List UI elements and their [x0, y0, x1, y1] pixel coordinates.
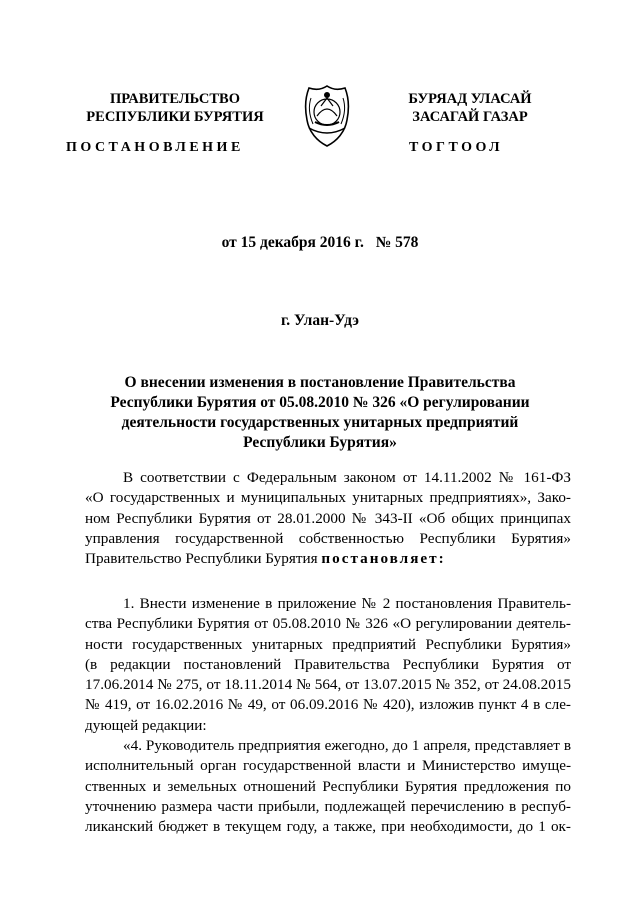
preamble-paragraph [85, 468, 571, 569]
body-line: «О государственных и муниципальных унитарных предприятиях», Зако- [85, 489, 571, 507]
body-line: № 419, от 16.02.2016 № 49, от 06.09.2016 № 420), изложив пункт 4 в сле- [85, 696, 571, 714]
body-line: «4. Руководитель предприятия ежегодно, до 1 апреля, представляет в [123, 737, 571, 755]
city: г. Улан-Удэ [280, 312, 359, 329]
issuer-buryat [360, 90, 580, 126]
issuer-russian [65, 90, 285, 126]
body-line: ства Республики Бурятия от 05.08.2010 № 326 «О регулировании деятель- [85, 615, 571, 633]
body-line: ликанский бюджет в текущем году, а также, при необходимости, до 1 ок- [85, 818, 571, 836]
title-line: деятельности государственных унитарных предприятий [121, 414, 519, 431]
title-line: Республики Бурятия от 05.08.2010 № 326 «О регулировании [110, 394, 530, 411]
body-line: управления государственной собственностью Республики Бурятия» [85, 529, 571, 547]
body-line: ности государственных унитарных предприятий Республики Бурятия» [85, 635, 571, 653]
body-line: исполнительный орган государственной власти и Министерство имуще- [85, 757, 571, 775]
issuer-buryat-line-2: ЗАСАГАЙ ГАЗАР [412, 109, 528, 125]
issuer-russian-line-1: ПРАВИТЕЛЬСТВО [110, 91, 240, 107]
resolves-word: постановляет: [321, 550, 446, 568]
issuer-buryat-line-1: БУРЯАД УЛАСАЙ [408, 91, 532, 107]
document-kind-buryat: ТОГТООЛ [409, 140, 504, 155]
coat-of-arms-emblem [301, 84, 353, 148]
document-title [100, 373, 540, 453]
date-and-number [0, 234, 640, 252]
document-date: от 15 декабря 2016 г. [221, 234, 364, 251]
document-number: № 578 [375, 234, 419, 251]
body-line: ственных и земельных отношений Республики Бурятия предложения по [85, 777, 571, 795]
body-line: ном Республики Бурятия от 28.01.2000 № 343-II «Об общих принципах [85, 509, 571, 527]
resolution-prefix: Правительство Республики Бурятия [85, 550, 318, 568]
issuer-russian-line-2: РЕСПУБЛИКИ БУРЯТИЯ [86, 109, 264, 125]
title-line: О внесении изменения в постановление Правительства [124, 374, 516, 391]
title-line: Республики Бурятия» [243, 434, 397, 451]
document-kind-russian: ПОСТАНОВЛЕНИЕ [66, 140, 244, 155]
body-line: В соответствии с Федеральным законом от 14.11.2002 № 161-ФЗ [123, 469, 571, 486]
body-line: 1. Внести изменение в приложение № 2 постановления Правитель- [123, 595, 571, 612]
body-line: дующей редакции: [85, 716, 207, 734]
body-line: 17.06.2014 № 275, от 18.11.2014 № 564, от 13.07.2015 № 352, от 24.08.2015 [85, 676, 571, 694]
item-1-paragraph [85, 594, 571, 838]
body-line: уточнению размера части прибыли, подлежащей перечислению в респуб- [85, 797, 571, 815]
body-line: (в редакции постановлений Правительства Республики Бурятия от [85, 655, 571, 673]
body-line [85, 549, 571, 569]
